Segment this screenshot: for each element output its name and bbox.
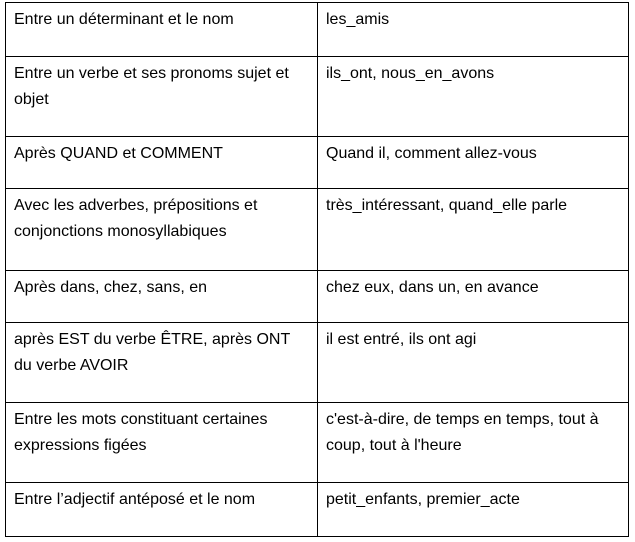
- table-row: [6, 189, 629, 271]
- example-cell: ils_ont, nous_en_avons: [318, 57, 629, 137]
- example-cell: petit_enfants, premier_acte: [318, 483, 629, 537]
- example-cell: les_amis: [318, 3, 629, 57]
- rule-cell: Entre un verbe et ses pronoms sujet et objet: [6, 57, 318, 137]
- rule-cell: Entre l’adjectif antéposé et le nom: [6, 483, 318, 537]
- table-row: [6, 323, 629, 403]
- example-cell: très_intéressant, quand_elle parle: [318, 189, 629, 271]
- table-row: [6, 57, 629, 137]
- rule-cell: Après QUAND et COMMENT: [6, 137, 318, 189]
- table-row: [6, 3, 629, 57]
- rule-cell: Avec les adverbes, prépositions et conjonctions monosyllabiques: [6, 189, 318, 271]
- example-cell: Quand il, comment allez-vous: [318, 137, 629, 189]
- table-row: [6, 137, 629, 189]
- example-cell: chez eux, dans un, en avance: [318, 271, 629, 323]
- table-row: [6, 271, 629, 323]
- rule-cell: Entre les mots constituant certaines expressions figées: [6, 403, 318, 483]
- rule-cell: Après dans, chez, sans, en: [6, 271, 318, 323]
- example-cell: c'est-à-dire, de temps en temps, tout à coup, tout à l'heure: [318, 403, 629, 483]
- rule-cell: après EST du verbe ÊTRE, après ONT du verbe AVOIR: [6, 323, 318, 403]
- example-cell: il est entré, ils ont agi: [318, 323, 629, 403]
- table-row: [6, 403, 629, 483]
- liaison-rules-table: [5, 2, 629, 537]
- table-row: [6, 483, 629, 537]
- rule-cell: Entre un déterminant et le nom: [6, 3, 318, 57]
